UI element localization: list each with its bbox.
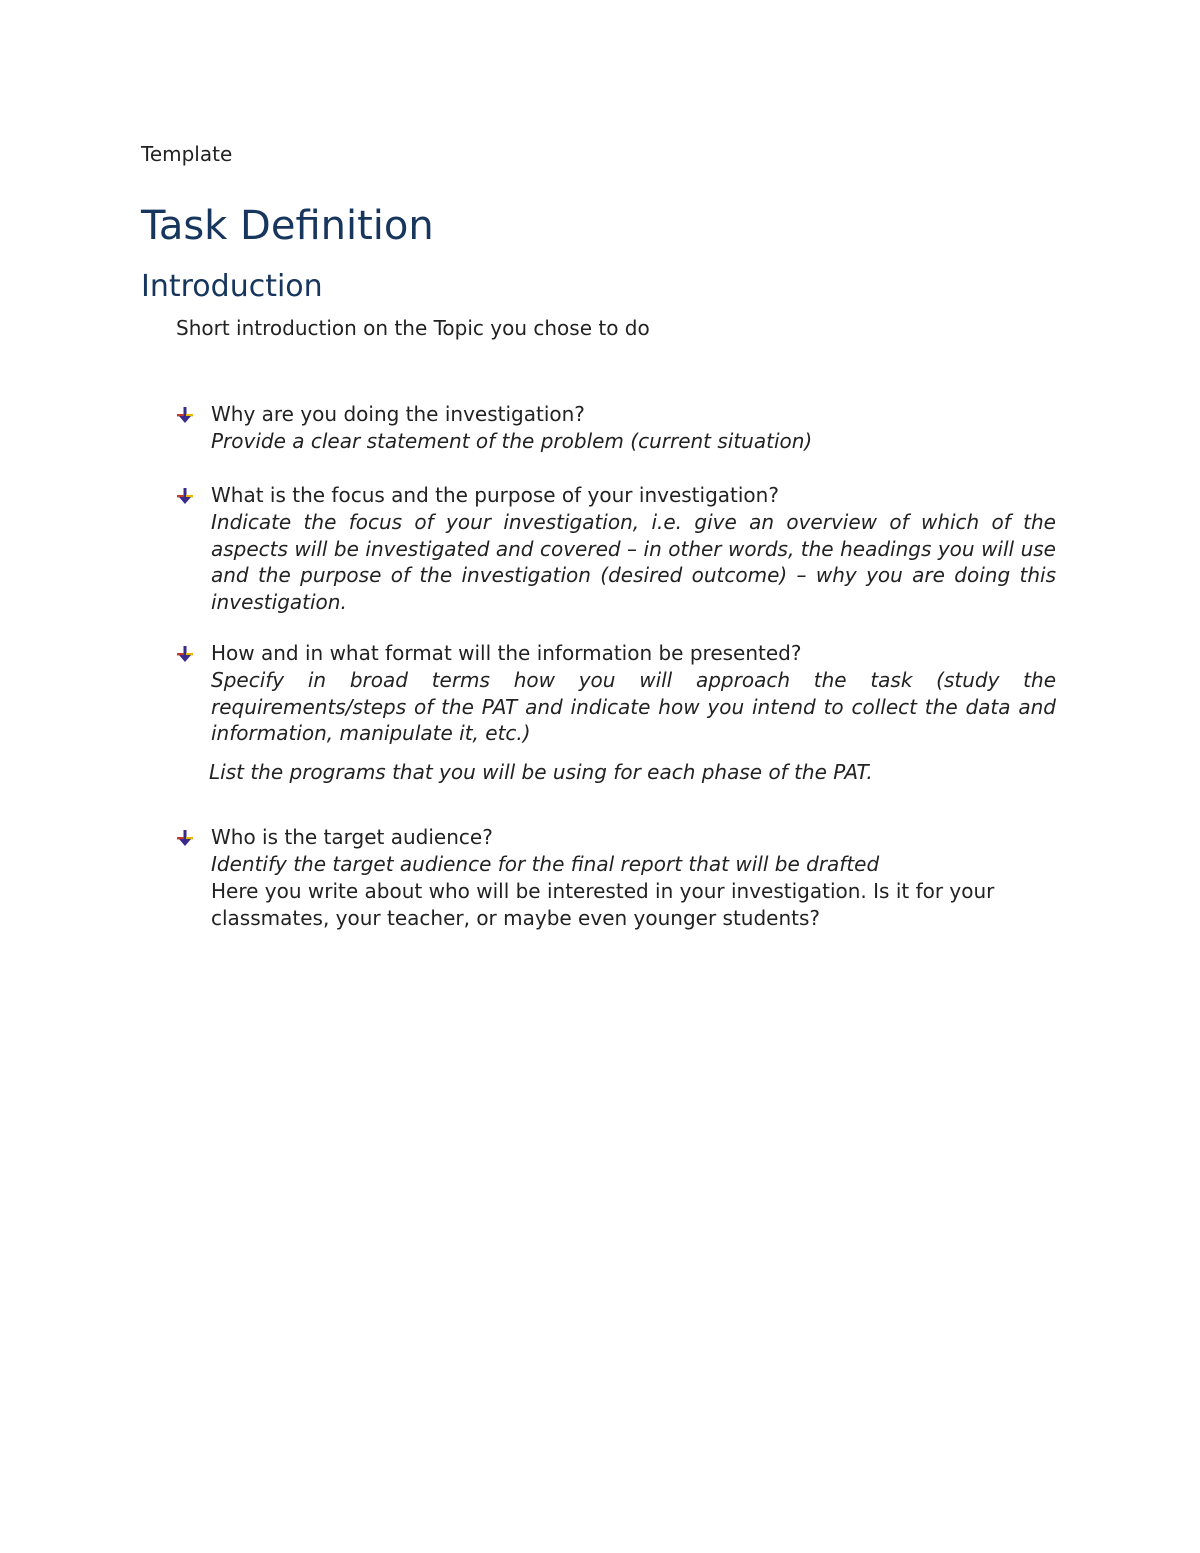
arrow-bullet-icon: [176, 406, 194, 424]
arrow-bullet-icon: [176, 829, 194, 847]
bullet-question: Why are you doing the investigation?: [211, 402, 585, 426]
bullet-detail: Provide a clear statement of the problem (current situation): [211, 429, 813, 453]
arrow-bullet-icon: [176, 487, 194, 505]
bullet-question: How and in what format will the information be presented?: [211, 641, 802, 665]
bullet-question: What is the focus and the purpose of your investigation?: [211, 483, 779, 507]
bullet-extra-note: List the programs that you will be using for each phase of the PAT.: [209, 759, 873, 784]
bullet-detail: Indicate the focus of your investigation, i.e. give an overview of which of the aspects will be investigated and covered – in other words, the headings you will use and the purpose of the investigation (desired outcome) – why you are doing this investigation.: [211, 510, 1056, 614]
bullet-detail: Specify in broad terms how you will approach the task (study the requirements/steps of the PAT and indicate how you intend to collect the data and information, manipulate it, etc.): [211, 668, 1056, 745]
bullet-detail: Identify the target audience for the final report that will be drafted: [211, 852, 880, 876]
bullet-question: Who is the target audience?: [211, 825, 493, 849]
intro-text: Short introduction on the Topic you chose to do: [176, 316, 650, 340]
arrow-bullet-icon: [176, 645, 194, 663]
bullet-note: Here you write about who will be interested in your investigation. Is it for your classmates, your teacher, or maybe even younger students?: [211, 878, 995, 930]
template-label: Template: [141, 142, 233, 166]
section-heading: Introduction: [141, 269, 323, 304]
page-title: Task Definition: [141, 203, 434, 249]
